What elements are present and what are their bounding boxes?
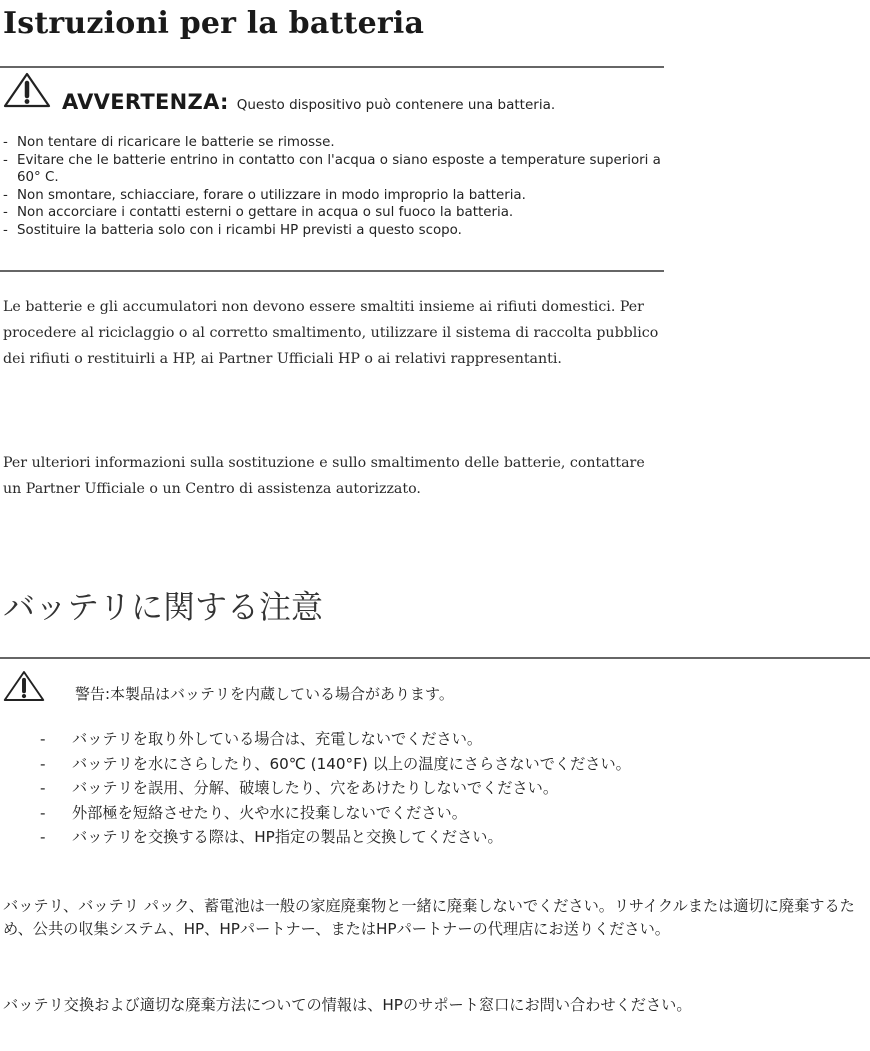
warning-text: Questo dispositivo può contenere una batteria.: [236, 97, 556, 113]
list-item: - バッテリを取り外している場合は、充電しないでください。: [40, 730, 483, 748]
warning-triangle-icon: [3, 669, 45, 703]
japanese-warning-top-divider: [0, 657, 870, 659]
japanese-disposal-paragraph: バッテリ、バッテリ パック、蓄電池は一般の家庭廃棄物と一緒に廃棄しないでください。リサイクルまたは適切に廃棄するため、公共の収集システム、HP、HPパートナー、またはHPパートナーの代理店にお送りください。: [3, 897, 855, 938]
japanese-contact-paragraph: バッテリ交換および適切な廃棄方法についての情報は、HPのサポート窓口にお問い合わせください。: [3, 996, 692, 1014]
list-item: - バッテリを交換する際は、HP指定の製品と交換してください。: [40, 828, 503, 846]
list-item: - バッテリを誤用、分解、破壊したり、穴をあけたりしないでください。: [40, 779, 558, 797]
japanese-warning-list: [40, 727, 631, 850]
japanese-section-title: バッテリに関する注意: [3, 588, 324, 626]
italian-disposal-paragraph: Le batterie e gli accumulatori non devono essere smaltiti insieme ai rifiuti domestici. Per procedere al riciclaggio o al corretto smaltimento, utilizzare il sistema di raccolta pubblico dei rifiuti o restituirli a HP, ai Partner Ufficiali HP o ai relativi rappresentanti.: [3, 299, 659, 367]
italian-warning-bottom-divider: [0, 270, 664, 272]
list-item: - Non smontare, schiacciare, forare o utilizzare in modo improprio la batteria.: [3, 187, 526, 203]
italian-warning-heading: [62, 90, 555, 114]
list-item: - Evitare che le batterie entrino in contatto con l'acqua o siano esposte a temperature superiori a 60° C.: [3, 152, 661, 185]
warning-triangle-icon: [3, 71, 51, 109]
japanese-warning-heading: 警告:本製品はバッテリを内蔵している場合があります。: [75, 685, 454, 703]
italian-section-title: Istruzioni per la batteria: [3, 6, 425, 41]
list-item: - バッテリを水にさらしたり、60℃ (140°F) 以上の温度にさらさないでください。: [40, 754, 631, 773]
warning-label: AVVERTENZA:: [62, 90, 229, 114]
list-item: - 外部極を短絡させたり、火や水に投棄しないでください。: [40, 803, 467, 822]
italian-warning-list: [3, 134, 663, 239]
italian-contact-paragraph: Per ulteriori informazioni sulla sostituzione e sullo smaltimento delle batterie, contattare un Partner Ufficiale o un Centro di assistenza autorizzato.: [3, 455, 645, 497]
list-item: - Non accorciare i contatti esterni o gettare in acqua o sul fuoco la batteria.: [3, 205, 514, 220]
italian-warning-top-divider: [0, 66, 664, 68]
list-item: - Sostituire la batteria solo con i ricambi HP previsti a questo scopo.: [3, 222, 462, 238]
list-item: - Non tentare di ricaricare le batterie se rimosse.: [3, 135, 335, 150]
